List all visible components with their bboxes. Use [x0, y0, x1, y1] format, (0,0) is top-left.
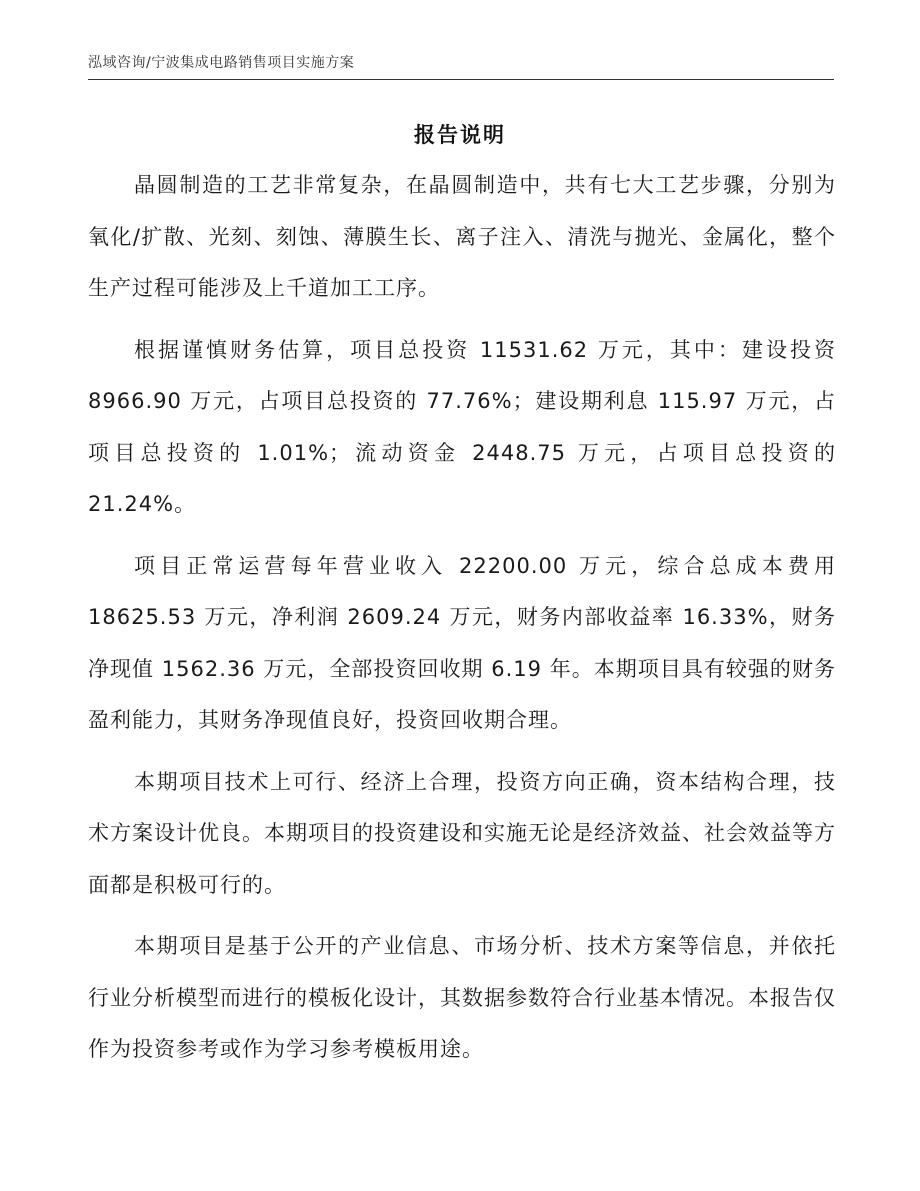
paragraph-investment-estimate: 根据谨慎财务估算，项目总投资 11531.62 万元，其中：建设投资 8966.90 万元，占项目总投资的 77.76%；建设期利息 115.97 万元，占项目总投资的 1.01%；流动资金 2448.75 万元，占项目总投资的 21.24%。 — [88, 337, 836, 516]
running-header: 泓域咨询/宁波集成电路销售项目实施方案 — [88, 55, 355, 71]
paragraph-disclaimer: 本期项目是基于公开的产业信息、市场分析、技术方案等信息，并依托行业分析模型而进行的模板化设计，其数据参数符合行业基本情况。本报告仅作为投资参考或作为学习参考模板用途。 — [88, 934, 836, 1061]
header-divider — [88, 79, 834, 80]
paragraph-feasibility: 本期项目技术上可行、经济上合理，投资方向正确，资本结构合理，技术方案设计优良。本期项目的投资建设和实施无论是经济效益、社会效益等方面都是积极可行的。 — [88, 769, 836, 897]
paragraph-financial-returns: 项目正常运营每年营业收入 22200.00 万元，综合总成本费用 18625.53 万元，净利润 2609.24 万元，财务内部收益率 16.33%，财务净现值 1562.36 万元，全部投资回收期 6.19 年。本期项目具有较强的财务盈利能力，其财务净现值良好，投资回收期合理。 — [88, 553, 836, 732]
page-title: 报告说明 — [414, 123, 506, 147]
report-body — [88, 160, 836, 1086]
paragraph-process-overview: 晶圆制造的工艺非常复杂，在晶圆制造中，共有七大工艺步骤，分别为氧化/扩散、光刻、刻蚀、薄膜生长、离子注入、清洗与抛光、金属化，整个生产过程可能涉及上千道加工工序。 — [88, 173, 836, 300]
